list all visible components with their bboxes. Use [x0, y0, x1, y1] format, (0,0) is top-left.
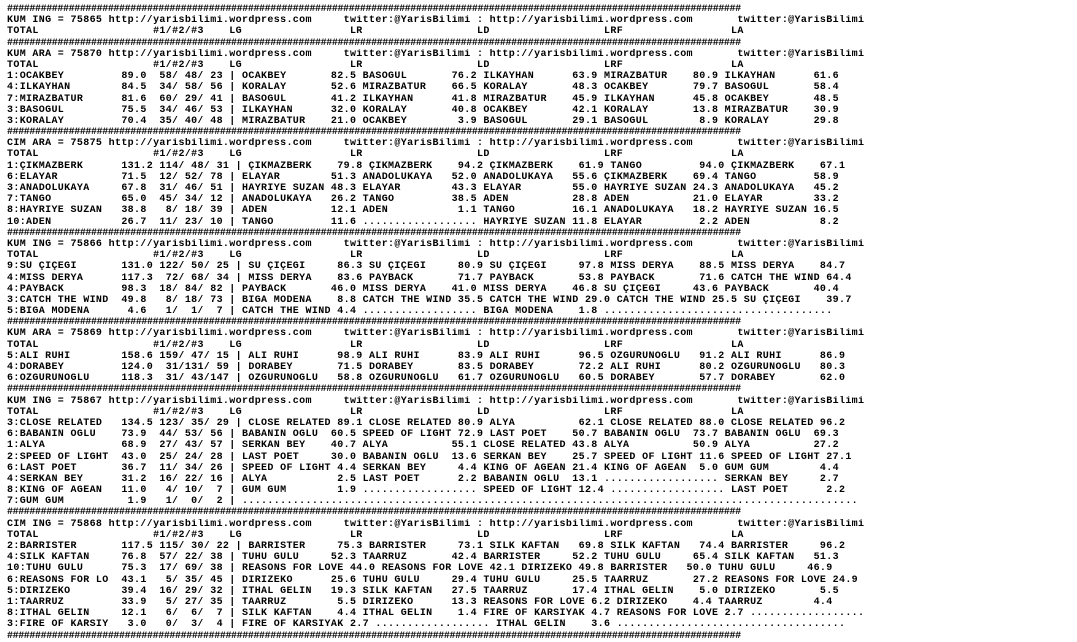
report-line: KUM ARA = 75869 http://yarisbilimi.wordpress.com twitter:@YarisBilimi : http://yarisbilimi.wordpress.com twitter:@YarisBilimi — [7, 328, 865, 340]
report-line: KUM ING = 75866 http://yarisbilimi.wordpress.com twitter:@YarisBilimi : http://yarisbilimi.wordpress.com twitter:@YarisBilimi — [7, 238, 865, 250]
report-line: 3:BASOGUL 75.5 34/ 46/ 53 | ILKAYHAN 32.0 KORALAY 40.8 OCAKBEY 42.1 KORALAY 13.8 MIRAZBATUR 30.9 — [7, 104, 839, 116]
report-line: 3:CATCH THE WIND 49.8 8/ 18/ 73 | BIGA MODENA 8.8 CATCH THE WIND 35.5 CATCH THE WIND 29.0 CATCH THE WIND 25.5 SU ÇIÇEGI 39.7 — [7, 294, 852, 306]
report-line: KUM ING = 75867 http://yarisbilimi.wordpress.com twitter:@YarisBilimi : http://yarisbilimi.wordpress.com twitter:@YarisBilimi — [7, 395, 865, 407]
report-line: 4:PAYBACK 98.3 18/ 84/ 82 | PAYBACK 46.0 MISS DERYA 41.0 MISS DERYA 46.8 SU ÇIÇEGI 43.6 PAYBACK 40.4 — [7, 283, 839, 295]
report-line: 6:ELAYAR 71.5 12/ 52/ 78 | ELAYAR 51.3 ANADOLUKAYA 52.0 ANADOLUKAYA 55.6 ÇIKMAZBERK 69.4 TANGO 58.9 — [7, 171, 839, 183]
report-line: TOTAL #1/#2/#3 LG LR LD LRF LA — [7, 339, 744, 351]
report-line: 10:ADEN 26.7 11/ 23/ 10 | TANGO 11.6 .................. HAYRIYE SUZAN 11.8 ELAYAR 2.2 ADEN 8.2 — [7, 216, 839, 228]
report-line: 5:BIGA MODENA 4.6 1/ 1/ 7 | CATCH THE WIND 4.4 .................. BIGA MODENA 1.8 .................................... — [7, 306, 833, 318]
report-line: 2:BARRISTER 117.5 115/ 30/ 22 | BARRISTER 75.3 BARRISTER 73.1 SILK KAFTAN 69.8 SILK KAFTAN 74.4 BARRISTER 96.2 — [7, 541, 846, 552]
report-line: 2:SPEED OF LIGHT 43.0 25/ 24/ 28 | LAST POET 30.0 BABANIN OGLU 13.6 SERKAN BEY 25.7 SPEED OF LIGHT 11.6 SPEED OF LIGHT 27.1 — [7, 451, 852, 463]
report-line: KUM ARA = 75870 http://yarisbilimi.wordpress.com twitter:@YarisBilimi : http://yarisbilimi.wordpress.com twitter:@YarisBilimi — [7, 48, 865, 60]
report-line: 1:TAARRUZ 33.9 5/ 27/ 35 | TAARRUZ 5.5 DIRIZEKO 13.3 REASONS FOR LOVE 6.2 DIRIZEKO 4.4 TAARRUZ 4.4 — [7, 596, 833, 608]
race-report — [7, 4, 1071, 642]
report-line: 6:BABANIN OGLU 73.9 44/ 53/ 56 | BABANIN OGLU 60.5 SPEED OF LIGHT 72.9 LAST POET 50.7 BABANIN OGLU 73.7 BABANIN OGLU 69.3 — [7, 429, 839, 441]
report-line: 3:FIRE OF KARSIY 3.0 0/ 3/ 4 | FIRE OF KARSIYAK 2.7 .................. ITHAL GELIN 3.6 .................................... — [7, 619, 846, 631]
report-line: 1:OCAKBEY 89.0 58/ 48/ 23 | OCAKBEY 82.5 BASOGUL 76.2 ILKAYHAN 63.9 MIRAZBATUR 80.9 ILKAYHAN 61.6 — [7, 71, 839, 83]
report-line: 3:ANADOLUKAYA 67.8 31/ 46/ 51 | HAYRIYE SUZAN 48.3 ELAYAR 43.3 ELAYAR 55.0 HAYRIYE SUZAN 24.3 ANADOLUKAYA 45.2 — [7, 183, 839, 194]
report-line: 6:ÖZGÜRÜNOGLU 118.3 31/ 43/147 | ÖZGÜRÜNOGLU 58.8 ÖZGÜRÜNOGLU 61.7 ÖZGÜRÜNOGLU 60.5 DORABEY 57.7 DORABEY 62.0 — [7, 373, 846, 385]
report-line: TOTAL #1/#2/#3 LG LR LD LRF LA — [7, 26, 744, 38]
report-line: 3:KORALAY 70.4 35/ 40/ 48 | MIRAZBATUR 21.0 OCAKBEY 3.9 BASOGUL 29.1 BASOGUL 8.9 KORALAY 29.8 — [7, 115, 839, 127]
report-line: 4:SILK KAFTAN 76.8 57/ 22/ 38 | TUHU GÜLÜ 52.3 TAARRUZ 42.4 BARRISTER 52.2 TUHU GÜLÜ 65.4 SILK KAFTAN 51.3 — [7, 552, 839, 564]
report-line: 10:TUHU GÜLÜ 75.3 17/ 69/ 38 | REASONS FOR LOVE 44.0 REASONS FOR LOVE 42.1 DIRIZEKO 49.8 BARRISTER 50.0 TUHU GÜLÜ 46.9 — [7, 563, 833, 575]
report-line: 8:KING OF AGEAN 11.0 4/ 10/ 7 | GÜM GÜM 1.9 .................. SPEED OF LIGHT 12.4 .................. LAST POET 2.2 — [7, 485, 846, 497]
report-line: 4:ILKAYHAN 84.5 34/ 58/ 56 | KORALAY 52.6 MIRAZBATUR 66.5 KORALAY 48.3 OCAKBEY 79.7 BASOGUL 58.4 — [7, 82, 839, 94]
report-line: 5:DIRIZEKO 39.4 16/ 29/ 32 | ITHAL GELIN 19.3 SILK KAFTAN 27.5 TAARRUZ 17.4 ITHAL GELIN 5.0 DIRIZEKO 5.5 — [7, 585, 839, 597]
report-line: 4:MISS DERYA 117.3 72/ 68/ 34 | MISS DERYA 83.6 PAYBACK 71.7 PAYBACK 53.8 PAYBACK 71.6 CATCH THE WIND 64.4 — [7, 272, 852, 284]
report-line: TOTAL #1/#2/#3 LG LR LD LRF LA — [7, 529, 744, 541]
separator-line: ################################################################################################################################### — [7, 127, 741, 139]
report-line: TOTAL #1/#2/#3 LG LR LD LRF LA — [7, 59, 744, 71]
report-line: 3:CLOSE RELATED 134.5 123/ 35/ 29 | CLOSE RELATED 89.1 CLOSE RELATED 80.9 ALYA 62.1 CLOSE RELATED 88.0 CLOSE RELATED 96.2 — [7, 417, 846, 429]
report-line: 8:ITHAL GELIN 12.1 6/ 6/ 7 | SILK KAFTAN 4.4 ITHAL GELIN 1.4 FIRE OF KARSIYAK 4.7 REASONS FOR LOVE 2.7 .................. — [7, 608, 865, 620]
report-line: CIM ARA = 75875 http://yarisbilimi.wordpress.com twitter:@YarisBilimi : http://yarisbilimi.wordpress.com twitter:@YarisBilimi — [7, 138, 865, 150]
report-line: 6:LAST POET 36.7 11/ 34/ 26 | SPEED OF LIGHT 4.4 SERKAN BEY 4.4 KING OF AGEAN 21.4 KING OF AGEAN 5.0 GÜM GÜM 4.4 — [7, 462, 839, 474]
report-line: 5:ALI RUHI 158.6 159/ 47/ 15 | ALI RUHI 98.9 ALI RUHI 83.9 ALI RUHI 96.5 ÖZGÜRÜNOGLU 91.2 ALI RUHI 86.9 — [7, 350, 846, 362]
separator-line: ################################################################################################################################### — [7, 4, 741, 15]
report-line: 7:TANGO 65.0 45/ 34/ 12 | ANADOLUKAYA 26.2 TANGO 38.5 ADEN 28.8 ADEN 21.0 ELAYAR 33.2 — [7, 194, 839, 206]
report-line: CIM ING = 75868 http://yarisbilimi.wordpress.com twitter:@YarisBilimi : http://yarisbilimi.wordpress.com twitter:@YarisBilimi — [7, 518, 865, 530]
report-line: TOTAL #1/#2/#3 LG LR LD LRF LA — [7, 250, 744, 262]
report-line: 1:ÇIKMAZBERK 131.2 114/ 48/ 31 | ÇIKMAZBERK 79.8 ÇIKMAZBERK 94.2 ÇIKMAZBERK 61.9 TANGO 94.0 ÇIKMAZBERK 67.1 — [7, 160, 846, 172]
separator-line: ################################################################################################################################### — [7, 227, 741, 239]
report-line: 7:MIRAZBATUR 81.6 60/ 29/ 41 | BASOGUL 41.2 ILKAYHAN 41.8 MIRAZBATUR 45.9 ILKAYHAN 45.8 OCAKBEY 48.5 — [7, 93, 839, 105]
report-line: 7:GÜM GÜM 1.9 1/ 0/ 2 | ................................................................................................. — [7, 496, 859, 508]
report-line: 6:REASONS FOR LO 43.1 5/ 35/ 45 | DIRIZEKO 25.6 TUHU GÜLÜ 29.4 TUHU GÜLÜ 25.5 TAARRUZ 27.2 REASONS FOR LOVE 24.9 — [7, 574, 859, 586]
report-line: 4:DORABEY 124.0 31/131/ 59 | DORABEY 71.5 DORABEY 83.5 DORABEY 72.2 ALI RUHI 80.2 ÖZGÜRÜNOGLU 80.3 — [7, 362, 846, 373]
separator-line: ################################################################################################################################### — [7, 630, 741, 642]
separator-line: ################################################################################################################################### — [7, 507, 741, 519]
report-line: KUM ING = 75865 http://yarisbilimi.wordpress.com twitter:@YarisBilimi : http://yarisbilimi.wordpress.com twitter:@YarisBilimi — [7, 15, 865, 27]
separator-line: ################################################################################################################################### — [7, 384, 741, 396]
separator-line: ################################################################################################################################### — [7, 317, 741, 329]
report-line: 9:SU ÇIÇEGI 131.0 122/ 50/ 25 | SU ÇIÇEGI 86.3 SU ÇIÇEGI 80.9 SU ÇIÇEGI 97.8 MISS DERYA 88.5 MISS DERYA 84.7 — [7, 261, 846, 273]
report-line: 1:ALYA 68.9 27/ 43/ 57 | SERKAN BEY 40.7 ALYA 55.1 CLOSE RELATED 43.8 ALYA 50.9 ALYA 27.2 — [7, 440, 839, 452]
report-line: TOTAL #1/#2/#3 LG LR LD LRF LA — [7, 149, 744, 161]
separator-line: ################################################################################################################################### — [7, 37, 741, 49]
report-line: TOTAL #1/#2/#3 LG LR LD LRF LA — [7, 406, 744, 418]
report-line: 4:SERKAN BEY 31.2 16/ 22/ 16 | ALYA 2.5 LAST POET 2.2 BABANIN OGLU 13.1 .................. SERKAN BEY 2.7 — [7, 473, 839, 485]
report-line: 8:HAYRIYE SUZAN 38.8 8/ 18/ 39 | ADEN 12.1 ADEN 1.1 TANGO 16.1 ANADOLUKAYA 18.2 HAYRIYE SUZAN 16.5 — [7, 205, 839, 217]
